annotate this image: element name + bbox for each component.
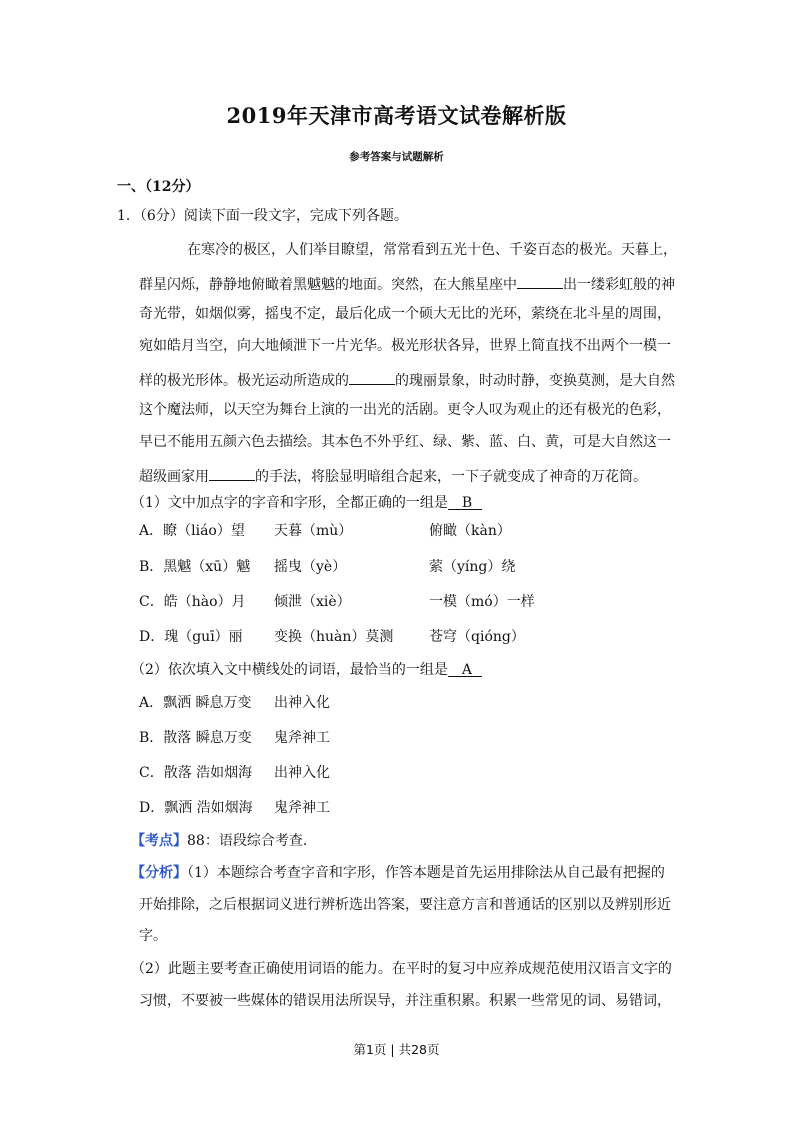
document-title: 2019年天津市高考语文试卷解析版 — [226, 103, 567, 128]
passage-line-7: 早已不能用五颜六色去描绘。其本色不外乎红、绿、紫、蓝、白、黄，可是大自然这一 — [139, 434, 671, 450]
kaodian-line: 【考点】88：语段综合考查. — [131, 833, 308, 849]
sub-question-2-stem: （2）依次填入文中横线处的词语，最恰当的一组是 A — [131, 661, 482, 679]
fenxi-tag: 【分析】 — [131, 865, 187, 881]
document-subtitle: 参考答案与试题解析 — [349, 151, 444, 163]
passage-line-5 — [139, 369, 675, 390]
passage-line-2-text-a: 群星闪烁，静静地俯瞰着黑魆魆的地面。突然，在大熊星座中 — [139, 277, 517, 293]
fenxi-line-4: （2）此题主要考查正确使用词语的能力。在平时的复习中应养成规范使用汉语言文字的 — [131, 961, 672, 977]
fenxi-line-1: 【分析】（1）本题综合考查字音和字形，作答本题是首先运用排除法从自己最有把握的 — [131, 865, 665, 881]
sub-question-1-answer: B — [448, 494, 482, 510]
option-row: A．飘洒 瞬息万变 出神入化 — [139, 695, 330, 711]
passage-line-6: 这个魔法师，以天空为舞台上演的一出光的活剧。更令人叹为观止的还有极光的色彩， — [139, 402, 671, 418]
passage-line-4: 宛如皓月当空，向大地倾泄下一片光华。极光形状各异，世界上简直找不出两个一模一 — [139, 338, 671, 354]
fenxi-line-5: 习惯，不要被一些媒体的错误用法所误导，并注重积累。积累一些常见的词、易错词， — [139, 993, 671, 1009]
passage-line-5-text-b: 的瑰丽景象，时动时静，变换莫测，是大自然 — [395, 373, 675, 389]
fill-blank-1 — [517, 273, 563, 289]
option-row: A．瞭（liáo）望 天暮（mù） 俯瞰（kàn） — [139, 523, 511, 539]
option-row: C．皓（hào）月 倾泄（xiè） 一模（mó）一样 — [139, 594, 535, 610]
option-row: D．瑰（guī）丽 变换（huàn）莫测 苍穹（qióng） — [139, 629, 525, 645]
fenxi-line-3: 字。 — [139, 928, 167, 944]
passage-line-5-text-a: 样的极光形体。极光运动所造成的 — [139, 373, 349, 389]
kaodian-tag: 【考点】 — [131, 833, 187, 849]
fill-blank-2 — [349, 369, 395, 385]
section-heading: 一、（12分） — [117, 179, 200, 195]
option-row: B．黑魆（xū）魆 摇曳（yè） 萦（yíng）绕 — [139, 559, 516, 575]
passage-line-1: 在寒冷的极区，人们举目瞭望，常常看到五光十色、千姿百态的极光。天暮上， — [187, 242, 677, 258]
fill-blank-3 — [209, 465, 255, 481]
sub-question-2-answer: A — [448, 661, 482, 677]
passage-line-8 — [139, 465, 647, 486]
option-row: D．飘洒 浩如烟海 鬼斧神工 — [139, 800, 330, 816]
fenxi-line-2: 开始排除，之后根据词义进行辨析选出答案，要注意方言和普通话的区别以及辨别形近 — [139, 897, 671, 913]
question-intro: 1．（6分）阅读下面一段文字，完成下列各题。 — [117, 208, 408, 224]
passage-line-2-text-b: 出一缕彩虹般的神 — [563, 277, 675, 293]
option-row: C．散落 浩如烟海 出神入化 — [139, 765, 330, 781]
page-footer: 第1页 | 共28页 — [353, 1042, 440, 1057]
passage-line-2 — [139, 273, 675, 294]
sub-question-1-stem: （1）文中加点字的字音和字形，全都正确的一组是 B — [131, 494, 482, 512]
passage-line-3: 奇光带，如烟似雾，摇曳不定，最后化成一个硕大无比的光环，萦绕在北斗星的周围， — [139, 306, 671, 322]
passage-line-8-text-b: 的手法，将脍显明暗组合起来，一下子就变成了神奇的万花筒。 — [255, 469, 647, 485]
option-row: B．散落 瞬息万变 鬼斧神工 — [139, 730, 330, 746]
passage-line-8-text-a: 超级画家用 — [139, 469, 209, 485]
